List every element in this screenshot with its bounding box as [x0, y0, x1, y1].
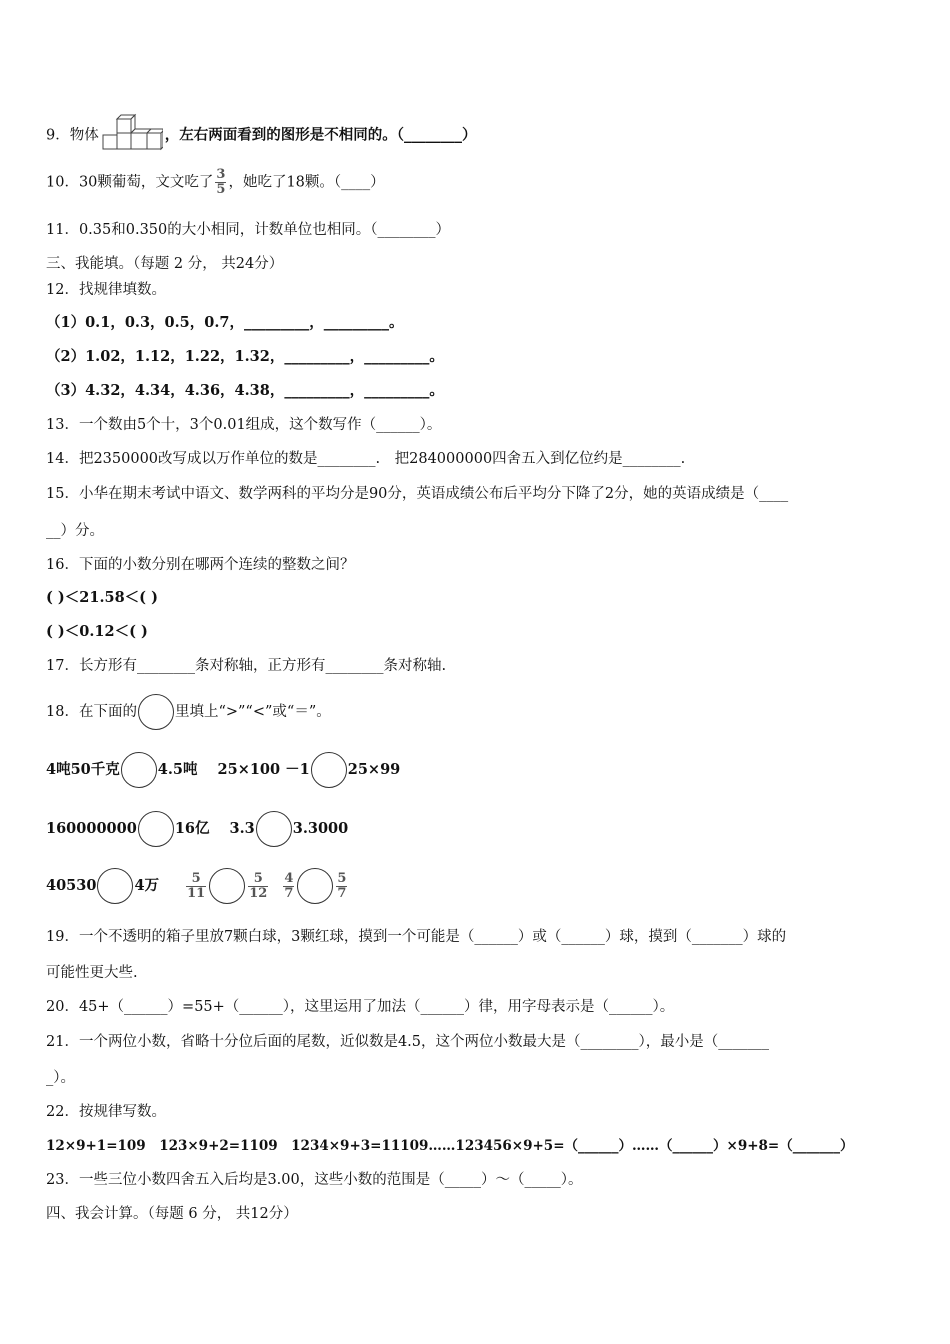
question-12: 12．找规律填数。 — [46, 282, 166, 298]
question-12-part-3: （3）4.32，4.34，4.36，4.38，_________，_________。 — [46, 382, 444, 399]
answer-circle[interactable] — [97, 868, 133, 904]
cube-figure-icon — [101, 113, 163, 158]
question-19-line-2: 可能性更大些. — [46, 965, 138, 981]
question-9: 9．物体 ，左右两面看到的图形是不相同的。（________） — [46, 113, 476, 158]
question-17: 17．长方形有________条对称轴，正方形有________条对称轴. — [46, 658, 447, 674]
question-16: 16．下面的小数分别在哪两个连续的整数之间？ — [46, 557, 355, 573]
question-21-line-2: _）。 — [46, 1070, 75, 1086]
fraction: $\frac{4}{7}$ — [284, 870, 294, 901]
answer-circle[interactable] — [297, 868, 333, 904]
fraction: $\frac{3}{5}$ — [216, 167, 226, 197]
question-22-pattern: 12×9+1=109 123×9+2=1109 1234×9+3=11109……123456×9+5=（______）……（______）×9+8=（_______） — [46, 1138, 854, 1154]
answer-circle[interactable] — [311, 752, 347, 788]
answer-circle[interactable] — [121, 752, 157, 788]
answer-circle[interactable] — [209, 868, 245, 904]
fraction: $\frac{5}{11}$ — [187, 870, 206, 901]
question-12-part-1: （1）0.1，0.3，0.5，0.7，_________，_________。 — [46, 314, 404, 331]
section-3-heading: 三、我能填。（每题 2 分， 共24分） — [46, 256, 284, 272]
question-12-part-2: （2）1.02，1.12，1.22，1.32，_________，_________。 — [46, 348, 444, 365]
question-18-row-1: 4吨50千克 4.5吨 25×100 －1 25×99 — [46, 752, 400, 788]
question-18-row-2: 160000000 16亿 3.3 3.3000 — [46, 811, 348, 847]
question-16-part-1: ( )＜21.58＜( ) — [46, 589, 158, 606]
answer-circle[interactable] — [256, 811, 292, 847]
answer-circle[interactable] — [138, 694, 174, 730]
question-16-part-2: ( )＜0.12＜( ) — [46, 623, 148, 640]
question-11: 11．0.35和0.350的大小相同，计数单位也相同。（________） — [46, 222, 450, 238]
question-20: 20．45+（______）=55+（______），这里运用了加法（______）律，用字母表示是（______）。 — [46, 999, 675, 1015]
question-14: 14．把2350000改写成以万作单位的数是________. 把284000000四舍五入到亿位约是________. — [46, 451, 686, 467]
question-22: 22．按规律写数。 — [46, 1104, 166, 1120]
question-19-line-1: 19．一个不透明的箱子里放7颗白球，3颗红球，摸到一个可能是（______）或（______）球，摸到（_______）球的 — [46, 929, 787, 945]
section-4-heading: 四、我会计算。（每题 6 分， 共12分） — [46, 1206, 298, 1222]
question-21-line-1: 21．一个两位小数，省略十分位后面的尾数，近似数是4.5，这个两位小数最大是（________），最小是（_______ — [46, 1034, 770, 1050]
fraction: $\frac{5}{7}$ — [337, 870, 347, 901]
question-18: 18．在下面的 里填上“>”“<”或“＝”。 — [46, 694, 331, 730]
question-23: 23．一些三位小数四舍五入后均是3.00，这些小数的范围是（_____）～（_____）。 — [46, 1172, 583, 1188]
question-10: 10．30颗葡萄，文文吃了 $\frac{3}{5}$ ，她吃了18颗。（____） — [46, 167, 385, 197]
question-13: 13．一个数由5个十，3个0.01组成，这个数写作（______）。 — [46, 417, 442, 433]
question-18-row-3: 40530 4万 $\frac{5}{11}$ $\frac{5}{12}$ $\frac{4}{7}$ $\frac{5}{7}$ — [46, 866, 349, 906]
answer-circle[interactable] — [138, 811, 174, 847]
question-15-line-1: 15．小华在期末考试中语文、数学两科的平均分是90分，英语成绩公布后平均分下降了2分，她的英语成绩是（____ — [46, 486, 789, 502]
fraction: $\frac{5}{12}$ — [249, 870, 268, 901]
question-15-line-2: __）分。 — [46, 523, 104, 539]
